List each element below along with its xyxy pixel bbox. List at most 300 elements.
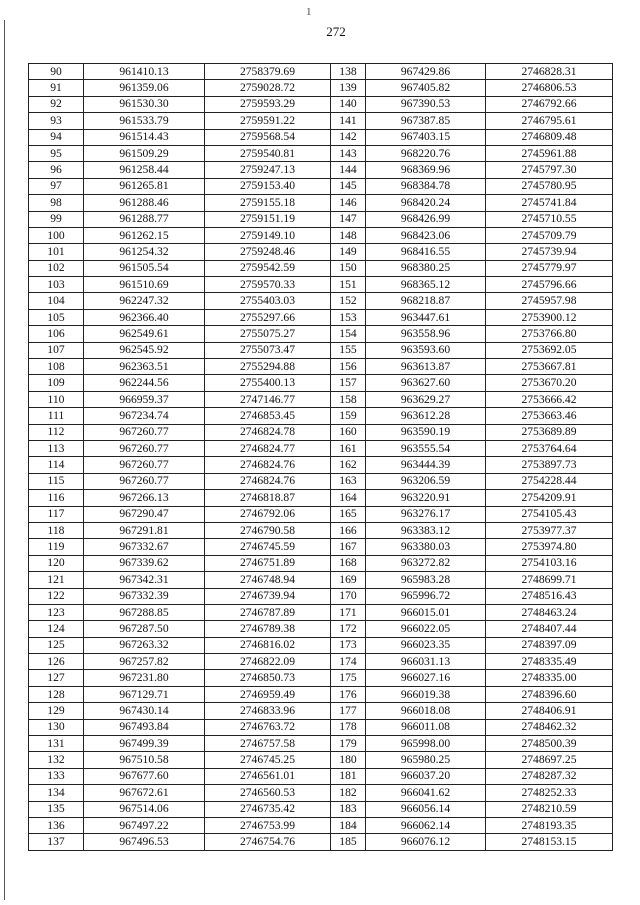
y-coordinate-left: 2746792.06 [205, 506, 331, 522]
x-coordinate-left: 967672.61 [84, 785, 205, 801]
x-coordinate-right: 963590.19 [366, 424, 486, 440]
y-coordinate-left: 2746790.58 [205, 522, 331, 538]
y-coordinate-left: 2746763.72 [205, 719, 331, 735]
point-number-left: 129 [29, 703, 84, 719]
point-number-left: 119 [29, 539, 84, 555]
table-row [29, 539, 613, 555]
point-number-right: 144 [331, 162, 366, 178]
y-coordinate-right: 2753692.05 [486, 342, 613, 358]
point-number-left: 132 [29, 752, 84, 768]
point-number-right: 169 [331, 572, 366, 588]
point-number-left: 101 [29, 244, 84, 260]
x-coordinate-left: 967263.32 [84, 637, 205, 653]
table-row [29, 375, 613, 391]
x-coordinate-left: 961530.30 [84, 96, 205, 112]
y-coordinate-left: 2746822.09 [205, 654, 331, 670]
x-coordinate-left: 961509.29 [84, 145, 205, 161]
point-number-right: 182 [331, 785, 366, 801]
point-number-left: 131 [29, 736, 84, 752]
x-coordinate-right: 968218.87 [366, 293, 486, 309]
point-number-left: 120 [29, 555, 84, 571]
x-coordinate-right: 966011.08 [366, 719, 486, 735]
y-coordinate-right: 2754209.91 [486, 490, 613, 506]
point-number-left: 122 [29, 588, 84, 604]
x-coordinate-left: 967496.53 [84, 834, 205, 850]
point-number-right: 146 [331, 195, 366, 211]
table-row [29, 178, 613, 194]
x-coordinate-left: 967260.77 [84, 457, 205, 473]
point-number-right: 164 [331, 490, 366, 506]
point-number-left: 108 [29, 359, 84, 375]
y-coordinate-right: 2745961.88 [486, 145, 613, 161]
y-coordinate-right: 2745710.55 [486, 211, 613, 227]
table-row [29, 326, 613, 342]
y-coordinate-left: 2746753.99 [205, 817, 331, 833]
y-coordinate-right: 2748407.44 [486, 621, 613, 637]
x-coordinate-left: 967291.81 [84, 522, 205, 538]
x-coordinate-right: 966056.14 [366, 801, 486, 817]
y-coordinate-left: 2746853.45 [205, 408, 331, 424]
point-number-left: 93 [29, 113, 84, 129]
point-number-right: 166 [331, 522, 366, 538]
point-number-right: 159 [331, 408, 366, 424]
table-row [29, 391, 613, 407]
table-row [29, 260, 613, 276]
y-coordinate-left: 2755297.66 [205, 309, 331, 325]
point-number-right: 168 [331, 555, 366, 571]
table-row [29, 621, 613, 637]
x-coordinate-left: 967339.62 [84, 555, 205, 571]
x-coordinate-left: 962244.56 [84, 375, 205, 391]
y-coordinate-right: 2748462.32 [486, 719, 613, 735]
y-coordinate-right: 2748287.32 [486, 768, 613, 784]
point-number-left: 98 [29, 195, 84, 211]
point-number-right: 175 [331, 670, 366, 686]
table-row [29, 359, 613, 375]
point-number-right: 155 [331, 342, 366, 358]
point-number-right: 148 [331, 227, 366, 243]
point-number-left: 114 [29, 457, 84, 473]
table-row [29, 522, 613, 538]
x-coordinate-left: 967342.31 [84, 572, 205, 588]
table-row [29, 506, 613, 522]
y-coordinate-left: 2746959.49 [205, 686, 331, 702]
point-number-left: 130 [29, 719, 84, 735]
x-coordinate-right: 965998.00 [366, 736, 486, 752]
y-coordinate-left: 2759247.13 [205, 162, 331, 178]
x-coordinate-left: 967287.50 [84, 621, 205, 637]
point-number-right: 185 [331, 834, 366, 850]
x-coordinate-right: 966031.13 [366, 654, 486, 670]
table-row [29, 244, 613, 260]
y-coordinate-left: 2746789.38 [205, 621, 331, 637]
x-coordinate-right: 966023.35 [366, 637, 486, 653]
x-coordinate-left: 961510.69 [84, 277, 205, 293]
y-coordinate-left: 2746561.01 [205, 768, 331, 784]
y-coordinate-left: 2746787.89 [205, 604, 331, 620]
point-number-right: 143 [331, 145, 366, 161]
y-coordinate-left: 2759540.81 [205, 145, 331, 161]
x-coordinate-right: 963444.39 [366, 457, 486, 473]
x-coordinate-right: 963613.87 [366, 359, 486, 375]
y-coordinate-right: 2753689.89 [486, 424, 613, 440]
x-coordinate-right: 963447.61 [366, 309, 486, 325]
y-coordinate-right: 2753663.46 [486, 408, 613, 424]
point-number-left: 95 [29, 145, 84, 161]
y-coordinate-left: 2755294.88 [205, 359, 331, 375]
x-coordinate-right: 968426.99 [366, 211, 486, 227]
y-coordinate-left: 2746850.73 [205, 670, 331, 686]
table-row [29, 736, 613, 752]
x-coordinate-left: 961359.06 [84, 80, 205, 96]
point-number-right: 149 [331, 244, 366, 260]
table-row [29, 457, 613, 473]
x-coordinate-right: 963220.91 [366, 490, 486, 506]
x-coordinate-left: 967288.85 [84, 604, 205, 620]
x-coordinate-left: 967332.39 [84, 588, 205, 604]
table-row [29, 604, 613, 620]
table-row [29, 719, 613, 735]
point-number-left: 112 [29, 424, 84, 440]
table-row [29, 64, 613, 80]
table-row [29, 785, 613, 801]
y-coordinate-right: 2753766.80 [486, 326, 613, 342]
y-coordinate-left: 2746745.25 [205, 752, 331, 768]
x-coordinate-right: 966076.12 [366, 834, 486, 850]
point-number-right: 181 [331, 768, 366, 784]
y-coordinate-right: 2748699.71 [486, 572, 613, 588]
x-coordinate-left: 961505.54 [84, 260, 205, 276]
point-number-right: 172 [331, 621, 366, 637]
x-coordinate-left: 961410.13 [84, 64, 205, 80]
point-number-left: 121 [29, 572, 84, 588]
table-row [29, 211, 613, 227]
point-number-left: 127 [29, 670, 84, 686]
table-row [29, 588, 613, 604]
x-coordinate-right: 963276.17 [366, 506, 486, 522]
y-coordinate-left: 2759028.72 [205, 80, 331, 96]
point-number-right: 138 [331, 64, 366, 80]
y-coordinate-right: 2748210.59 [486, 801, 613, 817]
table-row [29, 440, 613, 456]
table-row [29, 637, 613, 653]
y-coordinate-right: 2745797.30 [486, 162, 613, 178]
x-coordinate-right: 966062.14 [366, 817, 486, 833]
y-coordinate-right: 2753974.80 [486, 539, 613, 555]
x-coordinate-left: 967266.13 [84, 490, 205, 506]
x-coordinate-left: 962366.40 [84, 309, 205, 325]
y-coordinate-right: 2754103.16 [486, 555, 613, 571]
point-number-left: 134 [29, 785, 84, 801]
x-coordinate-right: 967403.15 [366, 129, 486, 145]
y-coordinate-left: 2759155.18 [205, 195, 331, 211]
point-number-left: 106 [29, 326, 84, 342]
x-coordinate-left: 967260.77 [84, 424, 205, 440]
y-coordinate-right: 2748500.39 [486, 736, 613, 752]
point-number-right: 140 [331, 96, 366, 112]
table-row [29, 96, 613, 112]
x-coordinate-right: 966041.62 [366, 785, 486, 801]
y-coordinate-left: 2746824.76 [205, 457, 331, 473]
point-number-right: 167 [331, 539, 366, 555]
point-number-left: 103 [29, 277, 84, 293]
y-coordinate-right: 2745957.98 [486, 293, 613, 309]
table-row [29, 473, 613, 489]
point-number-left: 111 [29, 408, 84, 424]
y-coordinate-left: 2759591.22 [205, 113, 331, 129]
x-coordinate-right: 968416.55 [366, 244, 486, 260]
y-coordinate-left: 2759542.59 [205, 260, 331, 276]
y-coordinate-right: 2748396.60 [486, 686, 613, 702]
point-number-right: 180 [331, 752, 366, 768]
coordinates-table-body [29, 64, 613, 851]
point-number-right: 178 [331, 719, 366, 735]
y-coordinate-left: 2759151.19 [205, 211, 331, 227]
x-coordinate-left: 961258.44 [84, 162, 205, 178]
x-coordinate-right: 966019.38 [366, 686, 486, 702]
table-row [29, 408, 613, 424]
x-coordinate-left: 967332.67 [84, 539, 205, 555]
x-coordinate-left: 962363.51 [84, 359, 205, 375]
point-number-left: 99 [29, 211, 84, 227]
point-number-left: 102 [29, 260, 84, 276]
point-number-left: 136 [29, 817, 84, 833]
x-coordinate-right: 967429.86 [366, 64, 486, 80]
y-coordinate-left: 2746745.59 [205, 539, 331, 555]
x-coordinate-left: 961262.15 [84, 227, 205, 243]
point-number-right: 153 [331, 309, 366, 325]
point-number-right: 173 [331, 637, 366, 653]
table-row [29, 113, 613, 129]
point-number-right: 184 [331, 817, 366, 833]
point-number-right: 158 [331, 391, 366, 407]
point-number-left: 125 [29, 637, 84, 653]
table-row [29, 227, 613, 243]
table-row [29, 670, 613, 686]
table-row [29, 195, 613, 211]
point-number-right: 176 [331, 686, 366, 702]
y-coordinate-left: 2755403.03 [205, 293, 331, 309]
y-coordinate-left: 2746757.58 [205, 736, 331, 752]
x-coordinate-left: 961514.43 [84, 129, 205, 145]
x-coordinate-right: 965983.28 [366, 572, 486, 588]
y-coordinate-left: 2746751.89 [205, 555, 331, 571]
x-coordinate-right: 967405.82 [366, 80, 486, 96]
table-row [29, 703, 613, 719]
x-coordinate-left: 967260.77 [84, 440, 205, 456]
y-coordinate-right: 2754105.43 [486, 506, 613, 522]
x-coordinate-right: 965996.72 [366, 588, 486, 604]
point-number-right: 145 [331, 178, 366, 194]
x-coordinate-right: 968380.25 [366, 260, 486, 276]
y-coordinate-left: 2759568.54 [205, 129, 331, 145]
x-coordinate-right: 963380.03 [366, 539, 486, 555]
y-coordinate-right: 2753670.20 [486, 375, 613, 391]
x-coordinate-left: 967231.80 [84, 670, 205, 686]
y-coordinate-right: 2745779.97 [486, 260, 613, 276]
table-row [29, 342, 613, 358]
x-coordinate-left: 967499.39 [84, 736, 205, 752]
y-coordinate-right: 2748335.49 [486, 654, 613, 670]
point-number-right: 183 [331, 801, 366, 817]
x-coordinate-right: 963558.96 [366, 326, 486, 342]
y-coordinate-right: 2748697.25 [486, 752, 613, 768]
y-coordinate-right: 2748193.35 [486, 817, 613, 833]
point-number-left: 100 [29, 227, 84, 243]
x-coordinate-right: 963627.60 [366, 375, 486, 391]
x-coordinate-right: 968369.96 [366, 162, 486, 178]
y-coordinate-right: 2746792.66 [486, 96, 613, 112]
point-number-left: 91 [29, 80, 84, 96]
y-coordinate-left: 2746824.76 [205, 473, 331, 489]
x-coordinate-right: 968384.78 [366, 178, 486, 194]
y-coordinate-right: 2753900.12 [486, 309, 613, 325]
x-coordinate-right: 967390.53 [366, 96, 486, 112]
point-number-left: 90 [29, 64, 84, 80]
y-coordinate-left: 2755400.13 [205, 375, 331, 391]
x-coordinate-right: 968365.12 [366, 277, 486, 293]
table-row [29, 686, 613, 702]
point-number-right: 151 [331, 277, 366, 293]
y-coordinate-left: 2759593.29 [205, 96, 331, 112]
x-coordinate-left: 962247.32 [84, 293, 205, 309]
point-number-left: 104 [29, 293, 84, 309]
x-coordinate-left: 967430.14 [84, 703, 205, 719]
point-number-right: 147 [331, 211, 366, 227]
y-coordinate-right: 2745741.84 [486, 195, 613, 211]
point-number-left: 118 [29, 522, 84, 538]
table-row [29, 654, 613, 670]
table-row [29, 490, 613, 506]
x-coordinate-left: 967510.58 [84, 752, 205, 768]
y-coordinate-left: 2755073.47 [205, 342, 331, 358]
point-number-right: 157 [331, 375, 366, 391]
table-row [29, 424, 613, 440]
point-number-left: 97 [29, 178, 84, 194]
x-coordinate-right: 968220.76 [366, 145, 486, 161]
point-number-right: 154 [331, 326, 366, 342]
table-row [29, 572, 613, 588]
y-coordinate-right: 2746809.48 [486, 129, 613, 145]
point-number-right: 163 [331, 473, 366, 489]
point-number-left: 110 [29, 391, 84, 407]
x-coordinate-left: 966959.37 [84, 391, 205, 407]
y-coordinate-left: 2746754.76 [205, 834, 331, 850]
point-number-left: 128 [29, 686, 84, 702]
x-coordinate-right: 963555.54 [366, 440, 486, 456]
point-number-left: 137 [29, 834, 84, 850]
y-coordinate-left: 2746748.94 [205, 572, 331, 588]
page-number: 272 [326, 24, 346, 39]
point-number-right: 141 [331, 113, 366, 129]
x-coordinate-right: 968420.24 [366, 195, 486, 211]
point-number-right: 139 [331, 80, 366, 96]
y-coordinate-left: 2759570.33 [205, 277, 331, 293]
y-coordinate-left: 2746816.02 [205, 637, 331, 653]
y-coordinate-left: 2759149.10 [205, 227, 331, 243]
y-coordinate-left: 2746824.77 [205, 440, 331, 456]
y-coordinate-right: 2748335.00 [486, 670, 613, 686]
y-coordinate-left: 2759248.46 [205, 244, 331, 260]
y-coordinate-right: 2753897.73 [486, 457, 613, 473]
x-coordinate-right: 963612.28 [366, 408, 486, 424]
point-number-right: 174 [331, 654, 366, 670]
table-row [29, 555, 613, 571]
y-coordinate-right: 2748397.09 [486, 637, 613, 653]
y-coordinate-left: 2746739.94 [205, 588, 331, 604]
x-coordinate-right: 963206.59 [366, 473, 486, 489]
y-coordinate-right: 2754228.44 [486, 473, 613, 489]
x-coordinate-right: 967387.85 [366, 113, 486, 129]
x-coordinate-left: 962549.61 [84, 326, 205, 342]
point-number-right: 162 [331, 457, 366, 473]
point-number-left: 133 [29, 768, 84, 784]
point-number-right: 170 [331, 588, 366, 604]
table-row [29, 768, 613, 784]
x-coordinate-right: 963272.82 [366, 555, 486, 571]
point-number-left: 113 [29, 440, 84, 456]
y-coordinate-right: 2748153.15 [486, 834, 613, 850]
point-number-left: 117 [29, 506, 84, 522]
x-coordinate-left: 961533.79 [84, 113, 205, 129]
x-coordinate-right: 966015.01 [366, 604, 486, 620]
table-row [29, 293, 613, 309]
point-number-left: 116 [29, 490, 84, 506]
top-mark: 1 [306, 6, 312, 18]
point-number-left: 123 [29, 604, 84, 620]
y-coordinate-left: 2747146.77 [205, 391, 331, 407]
point-number-right: 150 [331, 260, 366, 276]
x-coordinate-left: 962545.92 [84, 342, 205, 358]
y-coordinate-left: 2758379.69 [205, 64, 331, 80]
y-coordinate-left: 2746833.96 [205, 703, 331, 719]
y-coordinate-right: 2746806.53 [486, 80, 613, 96]
table-row [29, 80, 613, 96]
table-row [29, 801, 613, 817]
x-coordinate-left: 967234.74 [84, 408, 205, 424]
point-number-left: 94 [29, 129, 84, 145]
x-coordinate-left: 967514.06 [84, 801, 205, 817]
x-coordinate-right: 966027.16 [366, 670, 486, 686]
x-coordinate-left: 961288.77 [84, 211, 205, 227]
point-number-left: 92 [29, 96, 84, 112]
table-row [29, 129, 613, 145]
y-coordinate-right: 2748406.91 [486, 703, 613, 719]
table-row [29, 277, 613, 293]
point-number-right: 152 [331, 293, 366, 309]
x-coordinate-right: 966037.20 [366, 768, 486, 784]
point-number-left: 126 [29, 654, 84, 670]
point-number-left: 96 [29, 162, 84, 178]
point-number-left: 115 [29, 473, 84, 489]
y-coordinate-right: 2753666.42 [486, 391, 613, 407]
x-coordinate-left: 967260.77 [84, 473, 205, 489]
x-coordinate-left: 967497.22 [84, 817, 205, 833]
y-coordinate-right: 2745796.66 [486, 277, 613, 293]
point-number-right: 171 [331, 604, 366, 620]
left-margin-rule [4, 20, 5, 900]
x-coordinate-right: 966018.08 [366, 703, 486, 719]
y-coordinate-left: 2746818.87 [205, 490, 331, 506]
x-coordinate-left: 967129.71 [84, 686, 205, 702]
point-number-left: 109 [29, 375, 84, 391]
point-number-left: 135 [29, 801, 84, 817]
x-coordinate-left: 967290.47 [84, 506, 205, 522]
y-coordinate-right: 2745780.95 [486, 178, 613, 194]
x-coordinate-left: 961265.81 [84, 178, 205, 194]
x-coordinate-left: 967257.82 [84, 654, 205, 670]
y-coordinate-right: 2746828.31 [486, 64, 613, 80]
